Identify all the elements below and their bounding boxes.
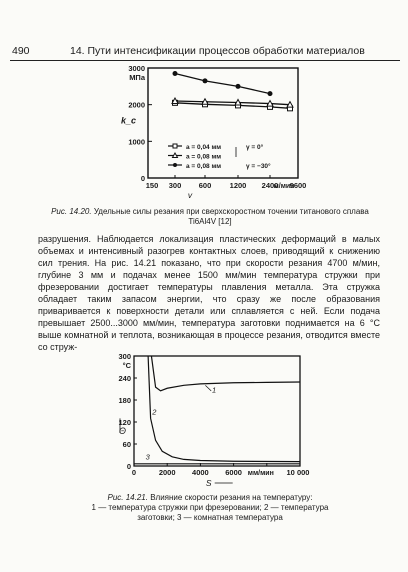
data-point-circle xyxy=(173,71,178,76)
chart-series xyxy=(134,356,300,464)
x-unit-label: мм/мин xyxy=(247,470,274,477)
y-axis-label: k_c xyxy=(120,115,136,126)
y-tick-label: 1000 xyxy=(128,137,145,147)
caption-line-2: 1 — температура стружки при фрезеровании; 2 — температура xyxy=(91,503,329,512)
series-label: 3 xyxy=(145,452,150,462)
legend-text: a = 0,08 мм xyxy=(186,153,222,161)
legend-text: a = 0,08 мм xyxy=(186,163,222,170)
series-line xyxy=(151,356,300,391)
x-tick-label: 4000 xyxy=(192,468,209,477)
caption-text: Удельные силы резания при сверхскоростном точении титанового сплава Ti6Al4V [12] xyxy=(93,207,369,226)
caption-line-3: заготовки; 3 — комнатная температура xyxy=(137,513,283,522)
plot-frame xyxy=(134,356,300,466)
y-tick-label: 300 xyxy=(118,352,131,361)
data-point-circle xyxy=(268,91,273,96)
x-axis-label: v xyxy=(187,190,193,200)
page-number: 490 xyxy=(12,45,30,57)
caption-label: Рис. 14.20. xyxy=(51,207,92,216)
x-tick-label: 2400 xyxy=(261,181,279,190)
figure-14-20-caption xyxy=(38,207,382,227)
series-line xyxy=(175,74,270,94)
x-tick-label: 6000 xyxy=(225,468,242,477)
series-label-leader xyxy=(205,385,211,391)
x-tick-label: 2000 xyxy=(158,468,176,477)
y-tick-label: 0 xyxy=(140,174,145,183)
legend-text: a = 0,04 мм xyxy=(186,144,222,151)
series-label: 2 xyxy=(152,407,157,417)
x-tick-label: 1200 xyxy=(229,181,247,190)
x-tick-label: 150 xyxy=(145,181,159,190)
chart-ticks xyxy=(121,64,306,200)
caption-label: Рис. 14.21. xyxy=(107,493,148,502)
y-unit-label: °C xyxy=(122,361,131,370)
y-tick-label: 60 xyxy=(122,440,131,449)
x-tick-label: 10 000 xyxy=(286,468,310,477)
chart-series xyxy=(172,71,293,111)
y-tick-label: 3000 xyxy=(128,64,145,73)
body-paragraph xyxy=(38,233,380,353)
chart-ticks xyxy=(118,352,309,488)
y-tick-label: 2000 xyxy=(128,100,145,110)
y-tick-label: 240 xyxy=(118,374,131,383)
figure-14-21-caption xyxy=(38,493,382,523)
y-tick-label: 0 xyxy=(126,462,131,471)
x-axis-label: S xyxy=(205,478,212,488)
chart-axes xyxy=(148,68,298,178)
figure-14-20-chart xyxy=(0,60,408,210)
legend-marker-circle xyxy=(173,163,177,167)
y-tick-label: 120 xyxy=(118,418,131,427)
caption-text: Влияние скорости резания на температуру: xyxy=(150,493,313,502)
y-unit-label: МПа xyxy=(129,73,145,82)
chart-legend xyxy=(168,143,271,170)
legend-marker-triangle xyxy=(173,153,178,158)
plot-frame xyxy=(148,68,298,178)
paragraph-text: разрушения. Наблюдается локализация пластических деформаций в малых объемах и интенсивный разогрев контактных слоев, приводящий к снижению сил трения. На рис. 14.21 показано, что при скорости резания 4700 м/мин, глубине 3 мм и подачах менее 1500 мм/мин температура стружки при фрезеровании достигает температуры плавления металла. Эта стружка обладает таким запасом энергии, что сразу же после образования приваривается к поверхности детали или сплавляется с ней. Если подача превышает 2500...3000 мм/мин, температура заготовки поднимается на 6 °С выше комнатной и теплота, возникающая в процессе резания, отводится вместе со струж- xyxy=(38,234,380,352)
data-point-circle xyxy=(236,84,241,89)
legend-marker-square xyxy=(173,144,177,148)
x-tick-label: 300 xyxy=(168,181,182,190)
series-line xyxy=(145,356,300,462)
figure-14-21-chart xyxy=(0,350,408,490)
x-tick-label: 0 xyxy=(131,468,137,477)
y-tick-label: 180 xyxy=(118,396,131,405)
x-unit-label: м/мин xyxy=(273,183,295,190)
y-axis-label: Θ xyxy=(118,426,126,436)
chart-axes xyxy=(134,356,300,466)
data-point-circle xyxy=(203,78,208,83)
running-title: 14. Пути интенсификации процессов обработки материалов xyxy=(70,45,365,57)
legend-gamma: γ = 0° xyxy=(246,144,264,151)
legend-gamma: γ = −30° xyxy=(246,163,271,170)
x-tick-label: 9600 xyxy=(289,181,307,190)
series-label: 1 xyxy=(212,385,217,395)
x-tick-label: 600 xyxy=(198,181,212,190)
